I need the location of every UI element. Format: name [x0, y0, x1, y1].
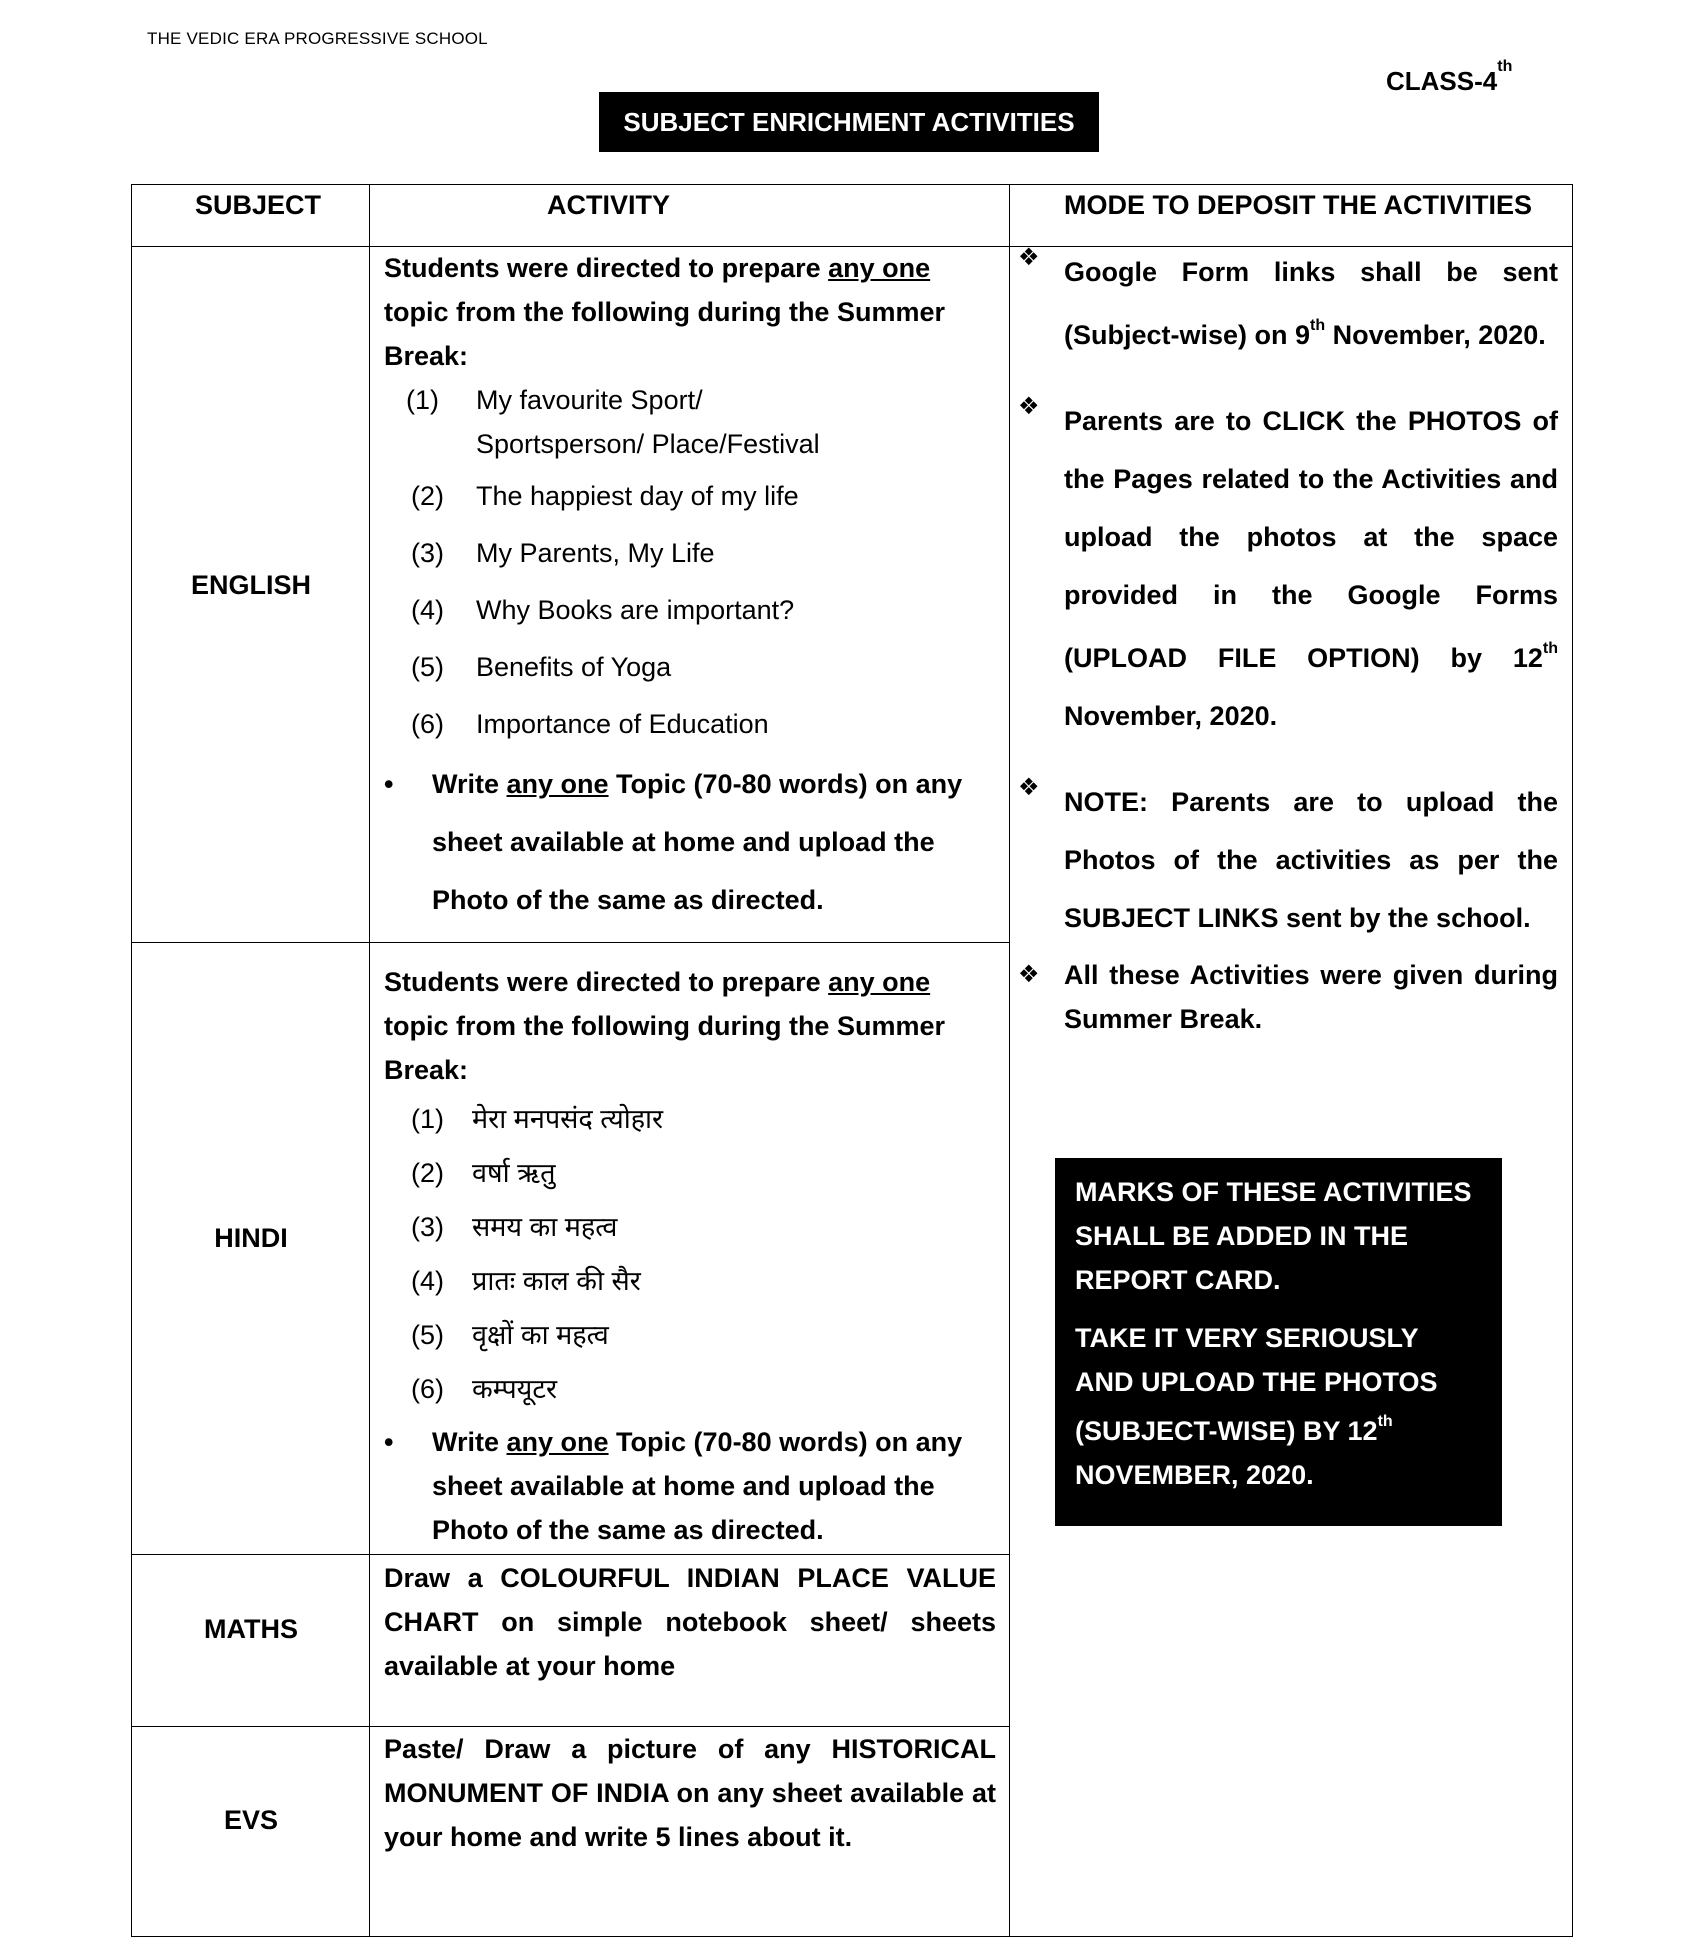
class-label	[1386, 58, 1513, 97]
text: Write	[432, 769, 507, 799]
list-item	[384, 1200, 996, 1254]
column-divider	[1009, 185, 1010, 1936]
intro-text: Students were directed to prepare	[384, 967, 829, 997]
instruction-bullet	[384, 755, 996, 929]
column-header-subject: SUBJECT	[195, 190, 322, 220]
notice-box	[1055, 1158, 1502, 1526]
item-number: (1)	[406, 385, 439, 415]
intro-text: topic from the following during the Summer Break:	[384, 1011, 945, 1085]
item-text: वर्षा ऋतु	[472, 1158, 556, 1188]
list-item	[384, 378, 996, 466]
mode-text	[1064, 243, 1558, 364]
instruction-text	[432, 1420, 996, 1552]
text: Parents are to CLICK the PHOTOS of the Pages related to the Activities and upload the photos at the space provided in the Google Forms (UPLOAD FILE OPTION) by 12	[1064, 406, 1558, 673]
diamond-bullet-icon: ❖	[1018, 244, 1040, 271]
item-number: (6)	[411, 709, 444, 739]
item-text: My Parents, My Life	[476, 538, 715, 568]
text: TAKE IT VERY SERIOUSLY AND UPLOAD THE PHOTOS (SUBJECT-WISE) BY 12	[1075, 1323, 1438, 1446]
row-divider	[132, 942, 1009, 943]
item-text: मेरा मनपसंद त्योहार	[472, 1104, 664, 1134]
subject-evs: EVS	[223, 1805, 279, 1835]
diamond-bullet-icon: ❖	[1018, 774, 1040, 801]
item-text: The happiest day of my life	[476, 481, 799, 511]
item-text: My favourite Sport/ Sportsperson/ Place/Festival	[476, 385, 820, 459]
subject-hindi: HINDI	[214, 1223, 288, 1253]
item-number: (4)	[411, 595, 444, 625]
list-item	[384, 1362, 996, 1416]
bullet-icon: •	[384, 1427, 394, 1457]
instruction-bullet	[384, 1420, 996, 1552]
item-text: कम्पयूटर	[472, 1374, 557, 1404]
text: Topic (70-80 words) on any sheet available at home and upload the Photo of the same as directed.	[432, 769, 963, 915]
column-header-activity: ACTIVITY	[547, 190, 671, 220]
row-divider	[132, 1554, 1009, 1555]
subject-maths: MATHS	[204, 1614, 298, 1644]
evs-activity: Paste/ Draw a picture of any HISTORICAL MONUMENT OF INDIA on any sheet available at your home and write 5 lines about it.	[384, 1734, 996, 1852]
list-item	[384, 696, 996, 753]
page-title: SUBJECT ENRICHMENT ACTIVITIES	[599, 92, 1099, 152]
mode-text: NOTE: Parents are to upload the Photos of the activities as per the SUBJECT LINKS sent by the school.	[1064, 787, 1558, 933]
hindi-intro	[384, 960, 996, 1092]
subject-english: ENGLISH	[190, 570, 311, 600]
item-number: (3)	[411, 538, 444, 568]
list-item	[384, 1254, 996, 1308]
english-activity	[384, 246, 996, 929]
bullet-icon: •	[384, 769, 394, 799]
item-text: Why Books are important?	[476, 595, 795, 625]
text: Topic (70-80 words) on any sheet available at home and upload the Photo of the same as directed.	[432, 1427, 963, 1545]
text: Write	[432, 1427, 507, 1457]
item-number: (3)	[411, 1212, 444, 1242]
column-header-mode: MODE TO DEPOSIT THE ACTIVITIES	[1064, 190, 1533, 220]
mode-column	[1018, 243, 1558, 1063]
english-intro	[384, 246, 996, 378]
maths-activity: Draw a COLOURFUL INDIAN PLACE VALUE CHART on simple notebook sheet/ sheets available at your home	[384, 1563, 996, 1681]
column-divider	[369, 185, 370, 1936]
item-text: समय का महत्व	[472, 1212, 618, 1242]
diamond-bullet-icon: ❖	[1018, 961, 1040, 988]
intro-underline: any one	[828, 253, 931, 283]
text: NOVEMBER, 2020.	[1075, 1460, 1314, 1490]
item-number: (2)	[411, 1158, 444, 1188]
text: November, 2020.	[1325, 320, 1546, 350]
item-text: प्रातः काल की सैर	[472, 1266, 641, 1296]
item-number: (1)	[411, 1104, 444, 1134]
diamond-bullet-icon: ❖	[1018, 393, 1040, 420]
mode-item	[1018, 392, 1558, 745]
superscript: th	[1310, 317, 1326, 334]
item-number: (4)	[411, 1266, 444, 1296]
item-number: (2)	[411, 481, 444, 511]
school-name: THE VEDIC ERA PROGRESSIVE SCHOOL	[147, 29, 488, 48]
item-text: Benefits of Yoga	[476, 652, 672, 682]
list-item	[384, 582, 996, 639]
intro-underline: any one	[828, 967, 931, 997]
mode-item	[1018, 773, 1558, 947]
instruction-text	[432, 755, 996, 929]
text: November, 2020.	[1064, 701, 1278, 731]
text: Google Form links shall be sent (Subject-wise) on 9	[1064, 257, 1558, 350]
class-text: CLASS-4	[1386, 66, 1498, 96]
notice-text	[1075, 1316, 1482, 1497]
intro-text: Students were directed to prepare	[384, 253, 829, 283]
item-number: (6)	[411, 1374, 444, 1404]
hindi-activity	[384, 960, 996, 1552]
mode-text: All these Activities were given during Summer Break.	[1064, 960, 1558, 1034]
intro-text: topic from the following during the Summer Break:	[384, 297, 945, 371]
list-item	[384, 525, 996, 582]
list-item	[384, 1092, 996, 1146]
mode-text	[1064, 392, 1558, 745]
mode-item	[1018, 243, 1558, 364]
item-text: वृक्षों का महत्व	[472, 1320, 609, 1350]
item-number: (5)	[411, 652, 444, 682]
class-suffix: th	[1497, 58, 1513, 75]
list-item	[384, 1146, 996, 1200]
mode-item	[1018, 953, 1558, 1041]
underline-text: any one	[506, 769, 609, 799]
notice-text: MARKS OF THESE ACTIVITIES SHALL BE ADDED IN THE REPORT CARD.	[1075, 1177, 1472, 1295]
item-number: (5)	[411, 1320, 444, 1350]
list-item	[384, 468, 996, 525]
superscript: th	[1542, 640, 1558, 657]
item-text: Importance of Education	[476, 709, 769, 739]
list-item	[384, 639, 996, 696]
superscript: th	[1377, 1413, 1393, 1430]
list-item	[384, 1308, 996, 1362]
underline-text: any one	[506, 1427, 609, 1457]
